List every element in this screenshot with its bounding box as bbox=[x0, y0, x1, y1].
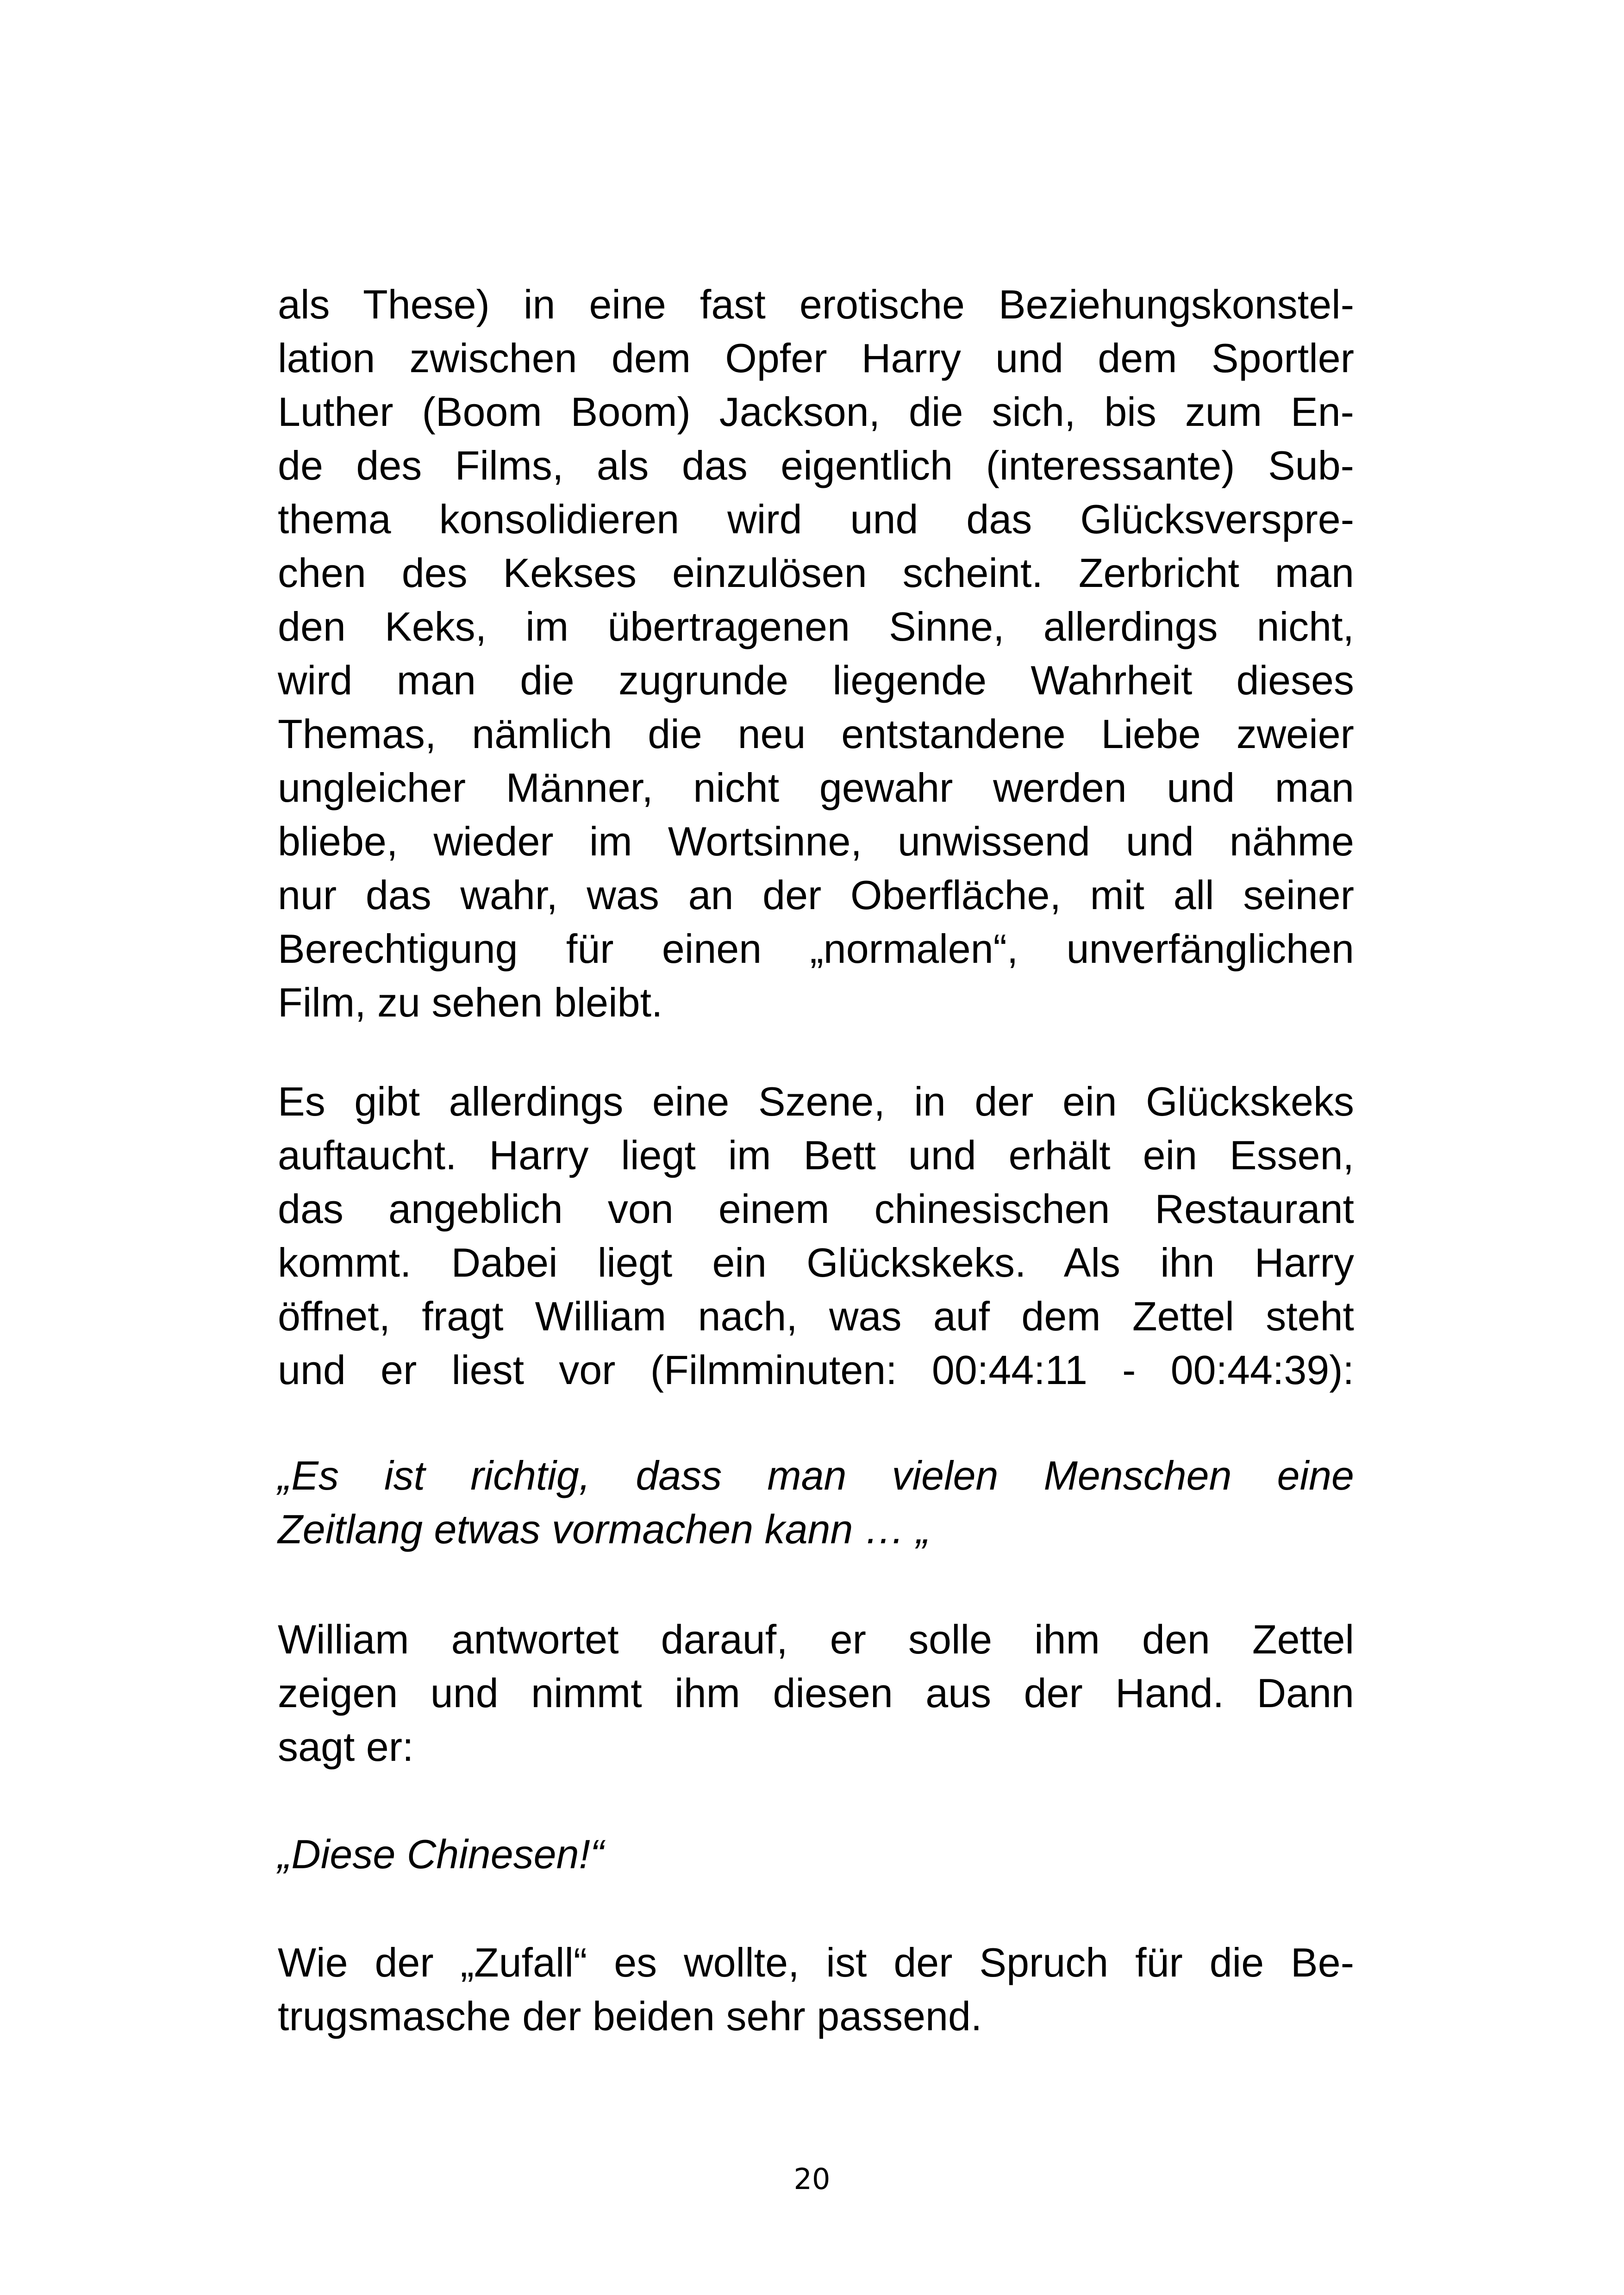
text-line: kommt. Dabei liegt ein Glückskeks. Als ihn Harry bbox=[278, 1240, 1354, 1285]
text-line: wird man die zugrunde liegende Wahrheit dieses bbox=[278, 657, 1354, 703]
text-line: de des Films, als das eigentlich (interessante) Sub- bbox=[278, 443, 1354, 488]
text-line: den Keks, im übertragenen Sinne, allerdings nicht, bbox=[278, 604, 1354, 649]
paragraph-4 bbox=[278, 1936, 1354, 2043]
text-line: und er liest vor (Filmminuten: 00:44:11 - 00:44:39): bbox=[278, 1347, 1354, 1393]
text-line: Film, zu sehen bleibt. bbox=[278, 979, 663, 1025]
text-line: William antwortet darauf, er solle ihm den Zettel bbox=[278, 1616, 1354, 1662]
text-line: ungleicher Männer, nicht gewahr werden und man bbox=[278, 765, 1354, 811]
text-line: Themas, nämlich die neu entstandene Liebe zweier bbox=[278, 711, 1354, 757]
text-line: sagt er: bbox=[278, 1724, 414, 1770]
text-line: öffnet, fragt William nach, was auf dem Zettel steht bbox=[278, 1293, 1354, 1339]
text-line: nur das wahr, was an der Oberfläche, mit all seiner bbox=[278, 872, 1354, 918]
text-line: Berechtigung für einen „normalen“, unverfänglichen bbox=[278, 926, 1354, 972]
text-line: bliebe, wieder im Wortsinne, unwissend und nähme bbox=[278, 818, 1354, 864]
quote-fortune-cookie bbox=[278, 1449, 1354, 1556]
text-line: thema konsolidieren wird und das Glücksverspre- bbox=[278, 496, 1354, 542]
text-line: das angeblich von einem chinesischen Restaurant bbox=[278, 1186, 1354, 1232]
paragraph-2 bbox=[278, 1075, 1354, 1397]
text-line: Wie der „Zufall“ es wollte, ist der Spruch für die Be- bbox=[278, 1940, 1354, 1985]
text-line: trugsmasche der beiden sehr passend. bbox=[278, 1993, 982, 2039]
text-line: „Diese Chinesen!“ bbox=[278, 1831, 604, 1877]
paragraph-1 bbox=[278, 278, 1354, 1029]
page-number: 20 bbox=[793, 2162, 831, 2196]
text-line: chen des Kekses einzulösen scheint. Zerbricht man bbox=[278, 550, 1354, 596]
quote-diese-chinesen bbox=[278, 1827, 1354, 1881]
text-line: zeigen und nimmt ihm diesen aus der Hand. Dann bbox=[278, 1670, 1354, 1716]
text-line: Es gibt allerdings eine Szene, in der ein Glückskeks bbox=[278, 1079, 1354, 1124]
text-line: als These) in eine fast erotische Beziehungskonstel- bbox=[278, 281, 1354, 327]
text-line: Luther (Boom Boom) Jackson, die sich, bis zum En- bbox=[278, 389, 1354, 435]
text-line: Zeitlang etwas vormachen kann … „ bbox=[278, 1506, 930, 1552]
text-line: lation zwischen dem Opfer Harry und dem Sportler bbox=[278, 335, 1354, 381]
text-line: auftaucht. Harry liegt im Bett und erhält ein Essen, bbox=[278, 1132, 1354, 1178]
paragraph-3 bbox=[278, 1613, 1354, 1774]
text-line: „Es ist richtig, dass man vielen Menschen eine bbox=[278, 1453, 1354, 1498]
